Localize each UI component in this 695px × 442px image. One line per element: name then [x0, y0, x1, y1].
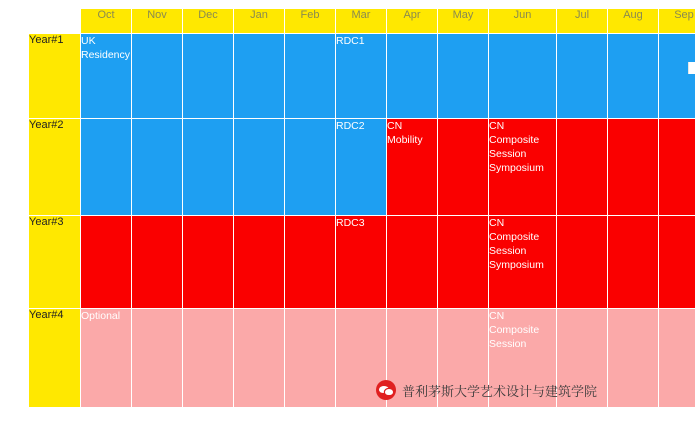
cell-y1-mar: RDC1 — [336, 34, 387, 119]
cell-y4-oct: Optional — [81, 309, 132, 408]
header-month-nov: Nov — [132, 9, 183, 34]
cell-y1-feb — [285, 34, 336, 119]
cell-y3-jul — [557, 216, 608, 309]
watermark-text: 普利茅斯大学艺术设计与建筑学院 — [402, 381, 597, 400]
cell-y2-jan — [234, 119, 285, 216]
table-row — [29, 309, 695, 408]
cell-y1-jan — [234, 34, 285, 119]
cell-y3-apr — [387, 216, 438, 309]
cell-y4-dec — [183, 309, 234, 408]
cell-y4-aug — [608, 309, 659, 408]
cell-y2-jun: CN Composite Session Symposium — [489, 119, 557, 216]
timeline-table — [28, 8, 695, 408]
cell-y3-jan — [234, 216, 285, 309]
table-header — [29, 9, 695, 34]
cell-y3-feb — [285, 216, 336, 309]
row-label-year1: Year#1 — [29, 34, 81, 119]
row-label-year3: Year#3 — [29, 216, 81, 309]
header-month-jun: Jun — [489, 9, 557, 34]
cell-y3-aug — [608, 216, 659, 309]
schedule-timeline — [0, 8, 695, 442]
header-month-oct: Oct — [81, 9, 132, 34]
cell-y1-oct: UK Residency — [81, 34, 132, 119]
cell-y4-mar — [336, 309, 387, 408]
header-corner — [29, 9, 81, 34]
cell-y2-aug — [608, 119, 659, 216]
cell-y4-jun: CN Composite Session — [489, 309, 557, 408]
table-row — [29, 216, 695, 309]
cell-y1-dec — [183, 34, 234, 119]
table-row — [29, 34, 695, 119]
header-month-aug: Aug — [608, 9, 659, 34]
cell-y3-oct — [81, 216, 132, 309]
cell-y4-nov — [132, 309, 183, 408]
cell-y2-oct — [81, 119, 132, 216]
row-label-year2: Year#2 — [29, 119, 81, 216]
cell-y4-sep — [659, 309, 695, 408]
cell-y1-aug — [608, 34, 659, 119]
cell-y1-apr — [387, 34, 438, 119]
table-row — [29, 119, 695, 216]
header-month-jan: Jan — [234, 9, 285, 34]
header-row — [29, 9, 695, 34]
cell-y3-mar: RDC3 — [336, 216, 387, 309]
cell-y1-sep — [659, 34, 695, 119]
cell-y3-may — [438, 216, 489, 309]
header-month-mar: Mar — [336, 9, 387, 34]
cell-y2-nov — [132, 119, 183, 216]
cell-y1-jul — [557, 34, 608, 119]
cell-y4-apr — [387, 309, 438, 408]
cell-y2-dec — [183, 119, 234, 216]
cell-y4-jan — [234, 309, 285, 408]
header-month-apr: Apr — [387, 9, 438, 34]
page-edge-marker — [688, 62, 695, 74]
cell-y3-jun: CN Composite Session Symposium — [489, 216, 557, 309]
cell-y2-may — [438, 119, 489, 216]
row-label-year4: Year#4 — [29, 309, 81, 408]
header-month-may: May — [438, 9, 489, 34]
cell-y3-dec — [183, 216, 234, 309]
header-month-feb: Feb — [285, 9, 336, 34]
cell-y3-sep — [659, 216, 695, 309]
cell-y2-jul — [557, 119, 608, 216]
cell-y4-feb — [285, 309, 336, 408]
cell-y2-feb — [285, 119, 336, 216]
cell-y2-apr: CN Mobility — [387, 119, 438, 216]
cell-y2-sep — [659, 119, 695, 216]
cell-y4-jul — [557, 309, 608, 408]
table-body — [29, 34, 695, 408]
header-month-sep: Sep — [659, 9, 695, 34]
cell-y2-mar: RDC2 — [336, 119, 387, 216]
cell-y4-may — [438, 309, 489, 408]
cell-y3-nov — [132, 216, 183, 309]
cell-y1-may — [438, 34, 489, 119]
header-month-jul: Jul — [557, 9, 608, 34]
header-month-dec: Dec — [183, 9, 234, 34]
cell-y1-nov — [132, 34, 183, 119]
cell-y1-jun — [489, 34, 557, 119]
